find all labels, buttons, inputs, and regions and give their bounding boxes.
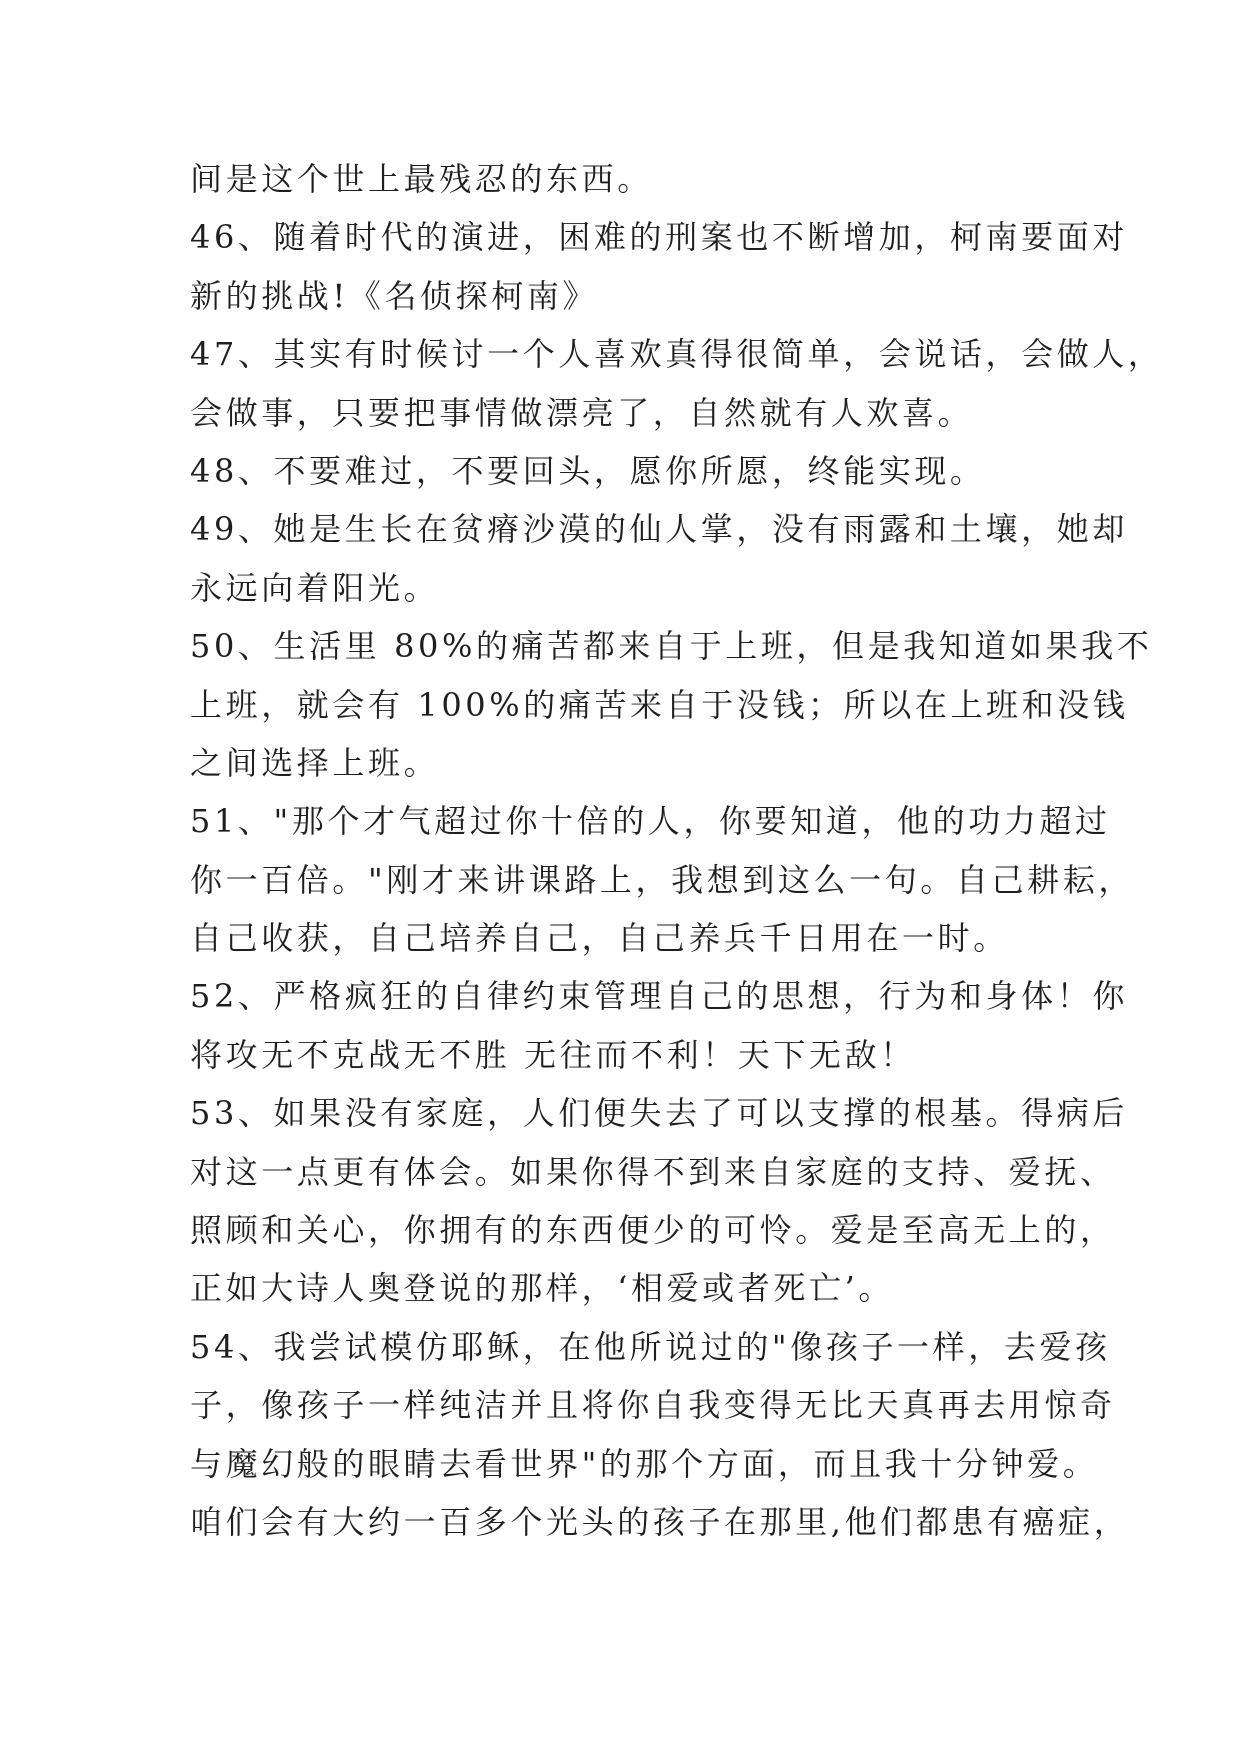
text-line: 46、随着时代的演进，困难的刑案也不断增加，柯南要面对 <box>190 218 1128 257</box>
text-line: 对这一点更有体会。如果你得不到来自家庭的支持、爱抚、 <box>190 1152 1116 1191</box>
body-text <box>190 150 1164 1551</box>
text-line: 53、如果没有家庭，人们便失去了可以支撑的根基。得病后 <box>190 1094 1128 1133</box>
text-line: 将攻无不克战无不胜 无往而不利！天下无敌！ <box>190 1035 916 1074</box>
text-line: 54、我尝试模仿耶稣，在他所说过的"像孩子一样，去爱孩 <box>190 1327 1111 1366</box>
text-line: 新的挑战!《名侦探柯南》 <box>190 276 599 315</box>
text-line: 50、生活里 80%的痛苦都来自于上班，但是我知道如果我不 <box>190 627 1153 666</box>
text-line: 52、严格疯狂的自律约束管理自己的思想，行为和身体！你 <box>190 977 1128 1016</box>
text-line: 会做事，只要把事情做漂亮了，自然就有人欢喜。 <box>190 393 974 432</box>
text-line: 48、不要难过，不要回头，愿你所愿，终能实现。 <box>190 451 986 490</box>
text-line: 间是这个世上最残忍的东西。 <box>190 160 653 198</box>
text-line: 照顾和关心，你拥有的东西便少的可怜。爱是至高无上的， <box>190 1211 1116 1250</box>
text-line: 47、其实有时候讨一个人喜欢真得很简单，会说话，会做人， <box>190 335 1164 374</box>
text-line: 正如大诗人奥登说的那样，‘相爱或者死亡’。 <box>190 1269 894 1308</box>
text-line: 49、她是生长在贫瘠沙漠的仙人掌，没有雨露和土壤，她却 <box>190 510 1128 549</box>
text-line: 与魔幻般的眼睛去看世界"的那个方面，而且我十分钟爱。 <box>190 1444 1099 1483</box>
text-line: 自己收获，自己培养自己，自己养兵千日用在一时。 <box>190 919 1009 958</box>
text-line: 你一百倍。"刚才来讲课路上，我想到这么一句。自己耕耘， <box>190 860 1134 899</box>
text-line: 子，像孩子一样纯洁并且将你自我变得无比天真再去用惊奇 <box>190 1386 1116 1425</box>
text-line: 永远向着阳光。 <box>190 568 440 607</box>
text-line: 咱们会有大约一百多个光头的孩子在那里,他们都患有癌症， <box>190 1502 1130 1541</box>
text-line: 51、"那个才气超过你十倍的人，你要知道，他的功力超过 <box>190 802 1111 841</box>
text-line: 上班，就会有 100%的痛苦来自于没钱；所以在上班和没钱 <box>190 685 1129 724</box>
text-line: 之间选择上班。 <box>190 743 440 782</box>
